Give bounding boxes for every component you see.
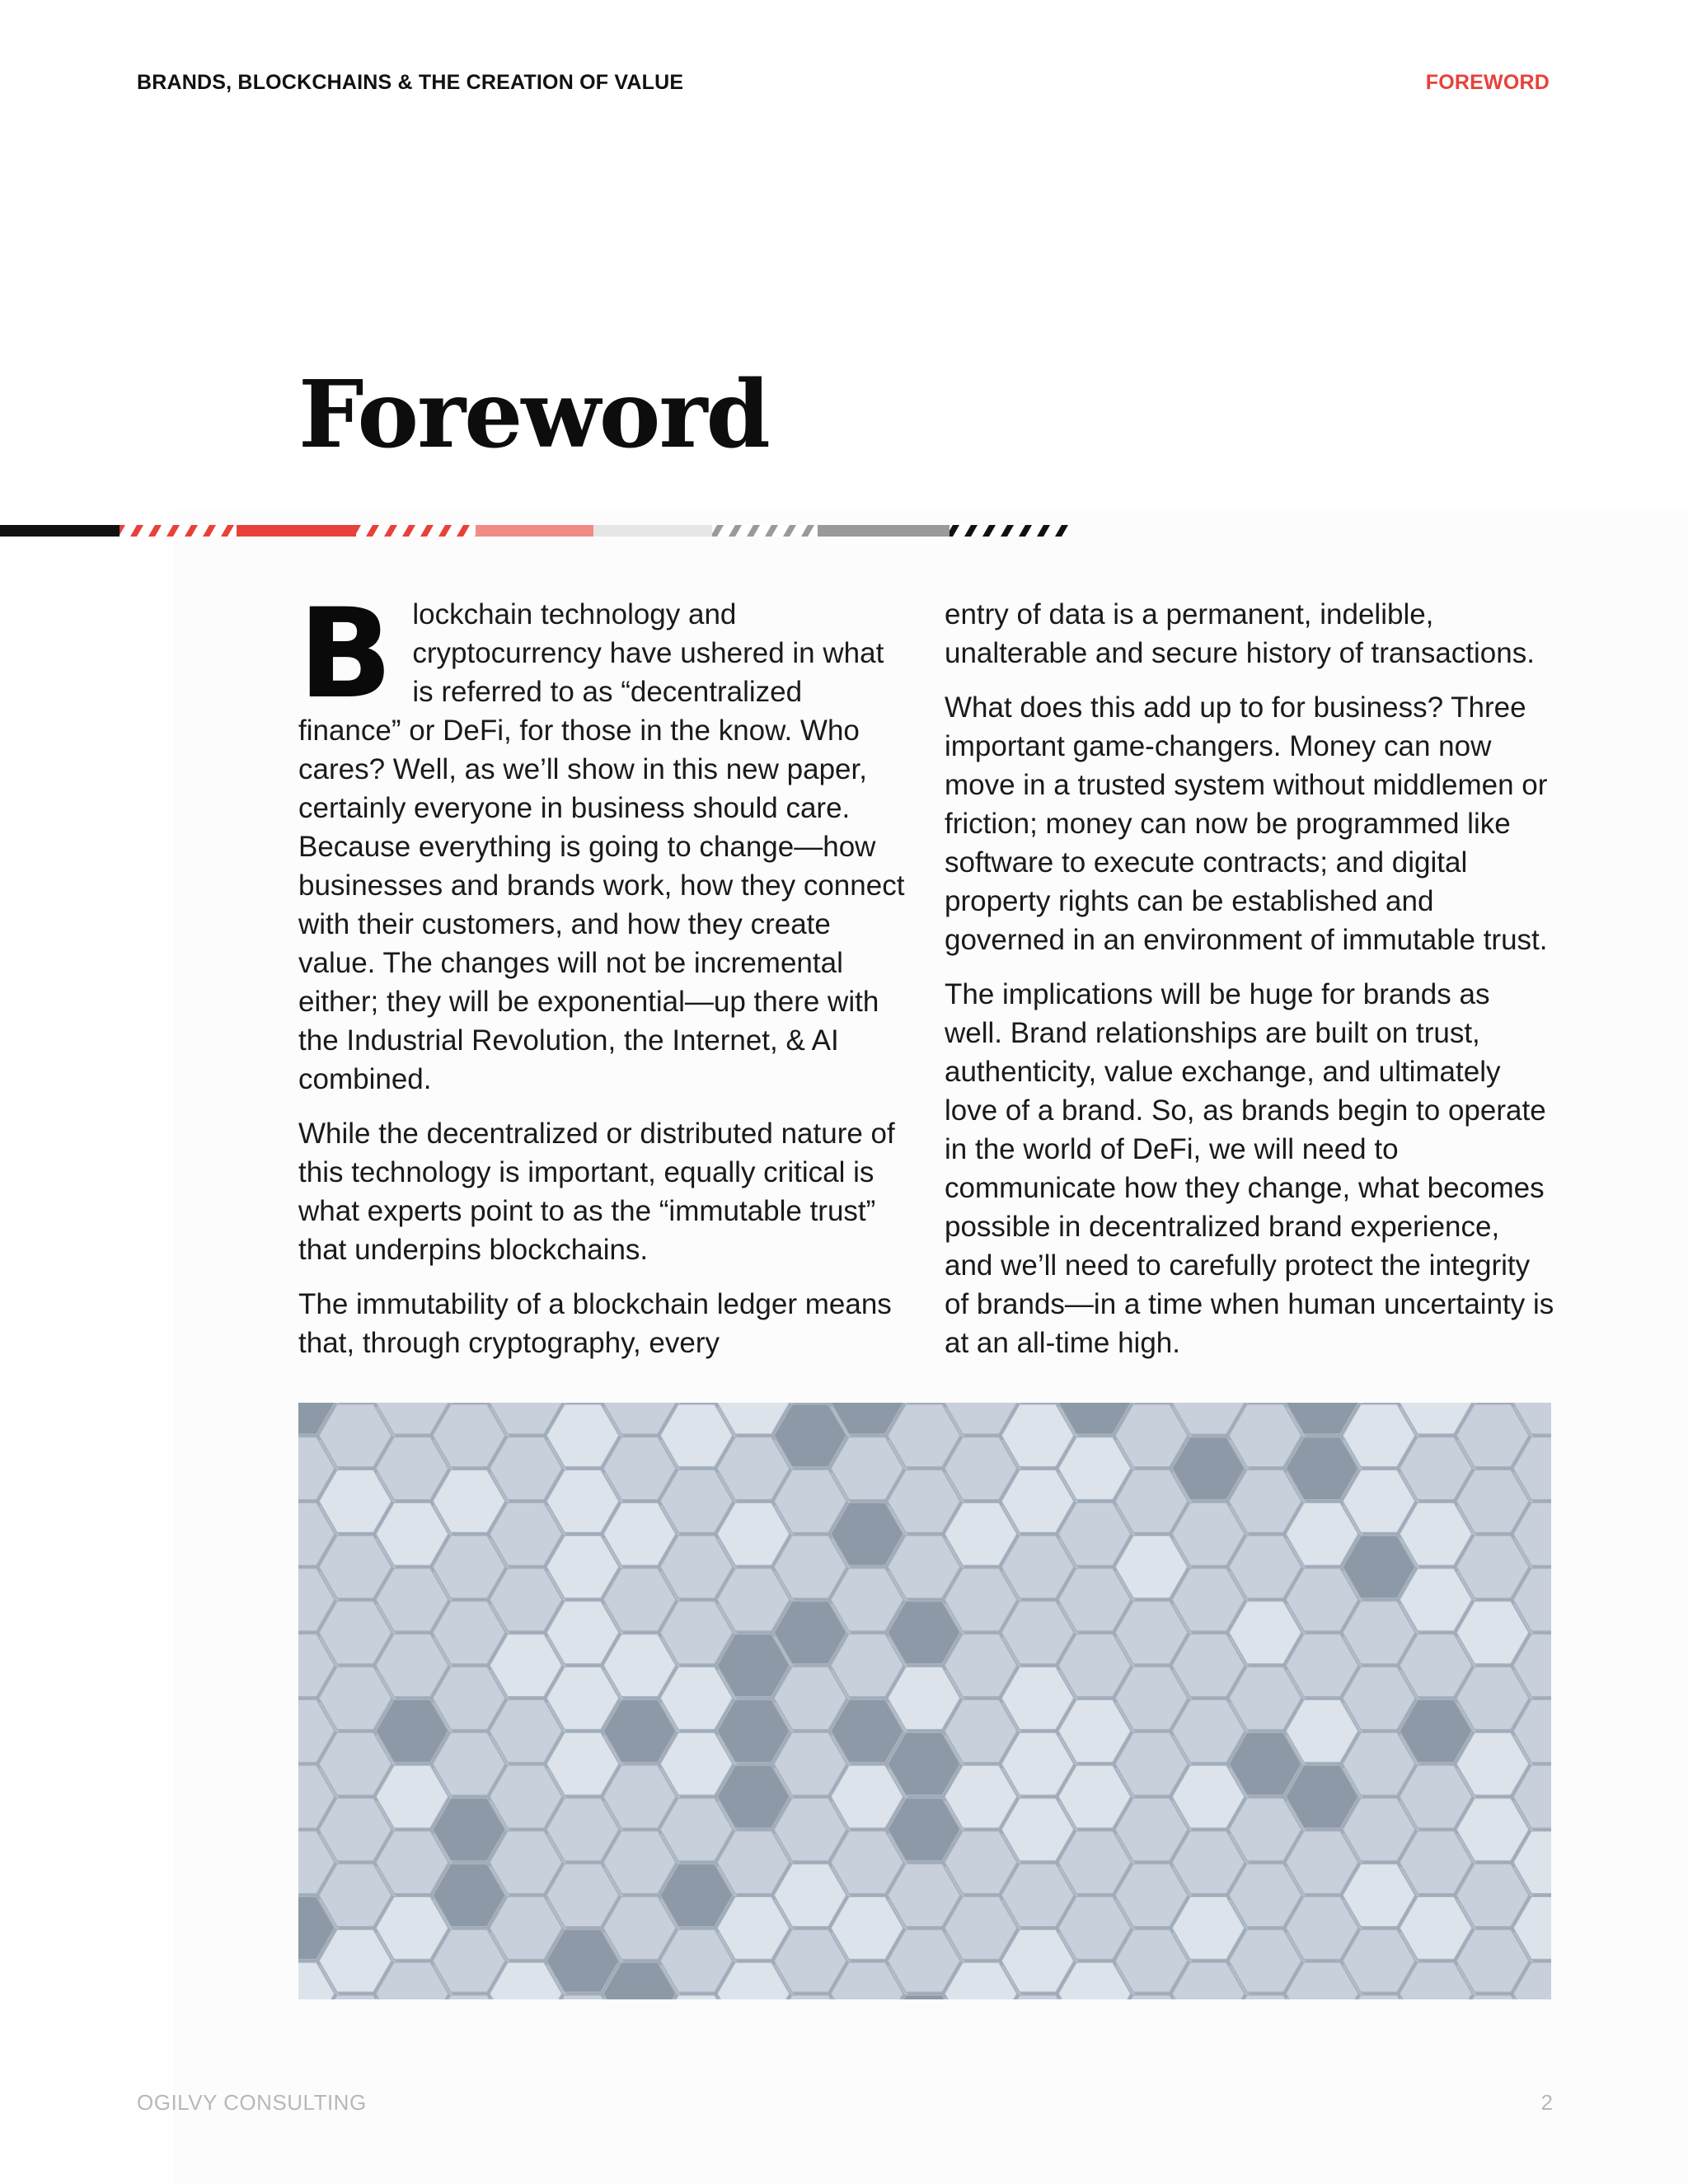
stripe-segment xyxy=(593,525,712,537)
running-header-title: BRANDS, BLOCKCHAINS & THE CREATION OF VALUE xyxy=(137,71,684,94)
stripe-segment xyxy=(0,525,120,537)
paragraph: While the decentralized or distributed nature of this technology is important, equally critical is what experts point to as the “immutable trust” that underpins blockchains. xyxy=(298,1118,895,1266)
body-column-left xyxy=(298,583,908,1378)
running-header-section: FOREWORD xyxy=(1425,71,1550,94)
stripe-segment xyxy=(476,525,593,537)
stripe-segment xyxy=(950,525,1068,537)
drop-cap: B xyxy=(298,583,393,726)
page-number: 2 xyxy=(1540,2090,1553,2115)
body-column-right xyxy=(945,595,1554,1378)
paragraph: What does this add up to for business? Three important game-changers. Money can now move in a trusted system without middlemen or friction; money can now be programmed like software to execute contracts; and digital property rights can be established and governed in an environment of immutable trust. xyxy=(945,691,1548,956)
paragraph: The implications will be huge for brands as well. Brand relationships are built on trust, authenticity, value exchange, and ultimately love of a brand. So, as brands begin to operate in the world of DeFi, we will need to communicate how they change, what becomes possible in decentralized brand experience, and we’ll need to carefully protect the integrity of brands—in a time when human uncertainty is at an all-time high. xyxy=(945,978,1554,1359)
stripe-segment xyxy=(818,525,950,537)
paragraph: Blockchain technology and cryptocurrency have ushered in what is referred to as “decentralized finance” or DeFi, for those in the know. Who cares? Well, as we’ll show in this new paper, certainly everyone in business should care. Because everything is going to change—how businesses and brands work, how they connect with their customers, and how they create value. The changes will not be incremental either; they will be exponential—up there with the Industrial Revolution, the Internet, & AI combined. xyxy=(298,583,905,1095)
stripe-segment xyxy=(712,525,818,537)
stripe-segment xyxy=(356,525,476,537)
page-title: Foreword xyxy=(298,361,769,469)
stripe-segment xyxy=(237,525,356,537)
hexagon-texture-image xyxy=(298,1403,1551,1999)
stripe-segment xyxy=(120,525,237,537)
paragraph: The immutability of a blockchain ledger means that, through cryptography, every xyxy=(298,1288,892,1359)
footer-brand: OGILVY CONSULTING xyxy=(137,2090,367,2115)
decorative-stripe xyxy=(0,525,1068,537)
paragraph: entry of data is a permanent, indelible, unalterable and secure history of transactions. xyxy=(945,598,1535,669)
